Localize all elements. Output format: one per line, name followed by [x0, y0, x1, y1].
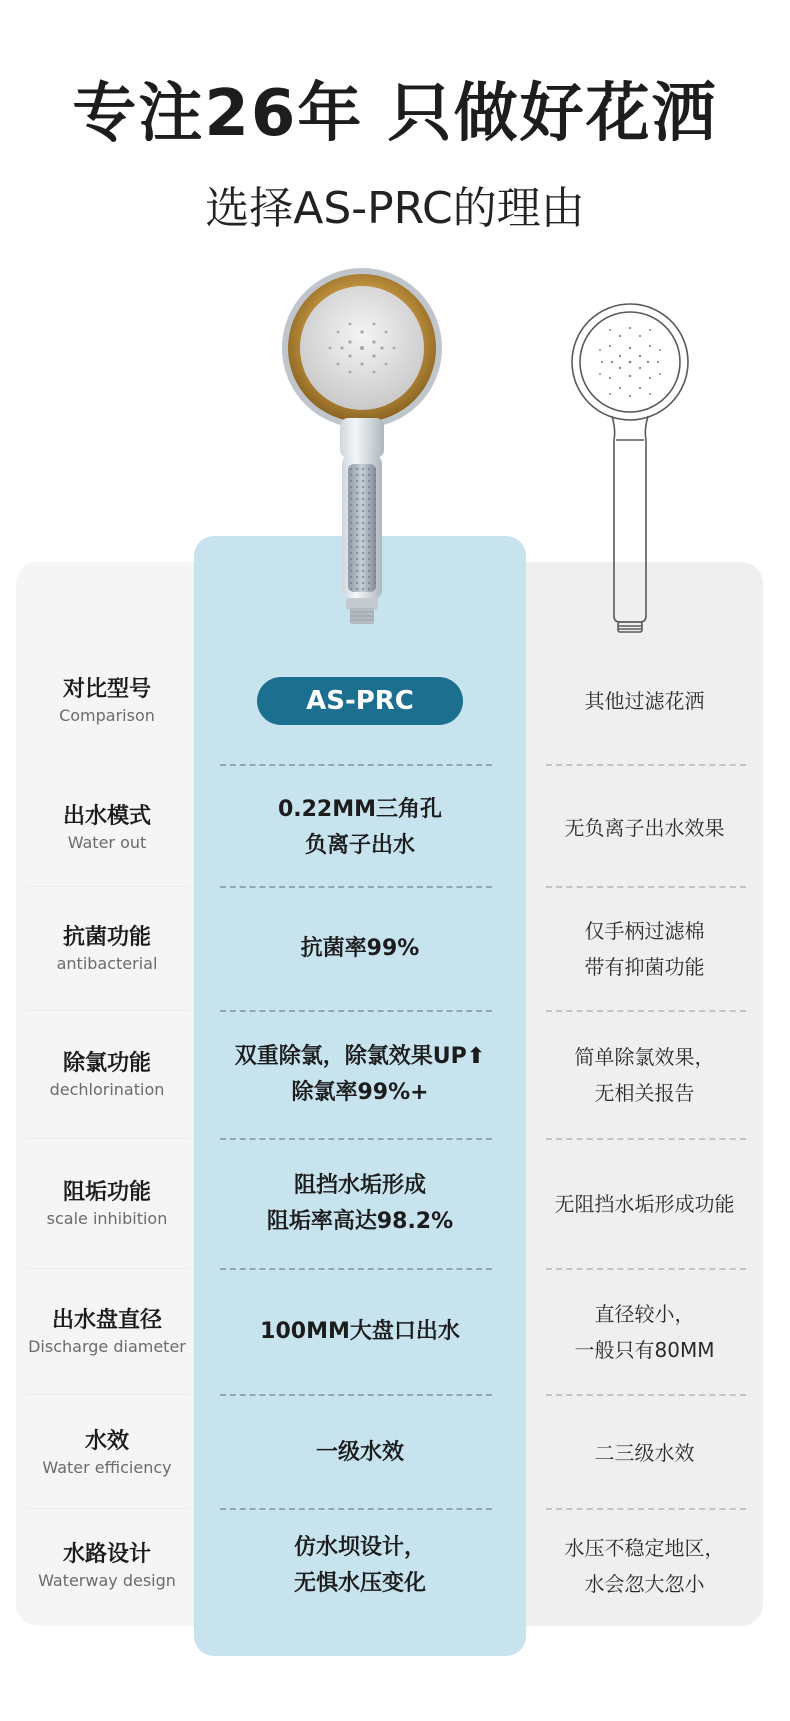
other-cell [526, 1012, 763, 1138]
other-text: 二三级水效 [594, 1441, 695, 1465]
featured-text: 无惧水压变化 [293, 1571, 426, 1596]
page-subtitle: 选择AS-PRC的理由 [205, 183, 585, 234]
separator [26, 1394, 190, 1395]
row-label [16, 1012, 198, 1138]
featured-text: 除氯率99%+ [291, 1080, 429, 1105]
featured-cell [194, 1396, 526, 1510]
other-text: 无负离子出水效果 [564, 816, 725, 840]
other-text: 水压不稳定地区， [564, 1536, 725, 1560]
row-label [16, 1140, 198, 1268]
label-en: antibacterial [56, 954, 158, 973]
label-en: Waterway design [38, 1571, 176, 1590]
label-zh: 对比型号 [62, 677, 151, 702]
row-label [16, 1510, 198, 1622]
label-en: Water out [67, 833, 147, 852]
featured-text: 0.22MM三角孔 [277, 797, 443, 822]
row-label [16, 646, 198, 756]
featured-text: 双重除氯，除氯效果UP⬆ [234, 1044, 486, 1069]
other-text: 仅手柄过滤棉 [584, 919, 705, 943]
row-dechlorination [16, 1012, 763, 1138]
separator [26, 886, 190, 887]
label-en: Water efficiency [42, 1458, 172, 1477]
row-label [16, 1270, 198, 1394]
other-text: 简单除氯效果， [574, 1045, 715, 1069]
featured-shower-head-image [276, 268, 448, 650]
featured-cell [194, 888, 526, 1010]
other-cell [526, 646, 763, 756]
other-cell [526, 1396, 763, 1510]
model-badge: AS-PRC [257, 677, 463, 725]
label-en: Discharge diameter [28, 1337, 186, 1356]
featured-text: 仿水坝设计， [293, 1535, 426, 1560]
featured-cell [194, 1012, 526, 1138]
featured-text: 抗菌率99% [300, 936, 420, 961]
other-text: 其他过滤花洒 [584, 689, 705, 713]
featured-text: 一级水效 [315, 1440, 404, 1465]
other-cell [526, 1140, 763, 1268]
label-zh: 抗菌功能 [62, 925, 151, 950]
label-zh: 水效 [84, 1429, 129, 1454]
other-text: 带有抑菌功能 [584, 955, 705, 979]
separator [220, 764, 492, 766]
label-zh: 出水模式 [62, 804, 151, 829]
other-text: 直径较小， [594, 1302, 695, 1326]
featured-cell [194, 1270, 526, 1394]
featured-cell [194, 1510, 526, 1622]
label-en: Comparison [59, 706, 155, 725]
other-cell [526, 1510, 763, 1622]
label-zh: 水路设计 [62, 1542, 151, 1567]
other-cell [526, 1270, 763, 1394]
row-water-efficiency [16, 1396, 763, 1510]
other-shower-head-image [568, 300, 692, 660]
featured-text: 100MM大盘口出水 [260, 1319, 460, 1344]
label-zh: 阻垢功能 [62, 1180, 151, 1205]
separator [26, 1138, 190, 1139]
label-zh: 除氯功能 [62, 1051, 151, 1076]
row-label [16, 1396, 198, 1510]
label-zh: 出水盘直径 [51, 1308, 162, 1333]
separator [26, 1508, 190, 1509]
row-water-out [16, 768, 763, 888]
row-waterway-design [16, 1510, 763, 1622]
featured-text: 阻垢率高达98.2% [266, 1209, 454, 1234]
label-en: scale inhibition [46, 1209, 168, 1228]
featured-cell [194, 768, 526, 888]
row-discharge-diameter [16, 1270, 763, 1394]
featured-text: 负离子出水 [304, 833, 415, 858]
featured-text: 阻挡水垢形成 [293, 1173, 426, 1198]
featured-cell [194, 646, 526, 756]
featured-cell [194, 1140, 526, 1268]
separator [26, 1268, 190, 1269]
other-text: 水会忽大忽小 [584, 1572, 705, 1596]
page-title: 专注26年 只做好花洒 [72, 77, 718, 151]
other-text: 无相关报告 [594, 1081, 695, 1105]
row-label [16, 888, 198, 1010]
other-text: 无阻挡水垢形成功能 [554, 1192, 735, 1216]
row-label [16, 768, 198, 888]
separator [26, 1010, 190, 1011]
label-en: dechlorination [49, 1080, 165, 1099]
other-text: 一般只有80MM [574, 1338, 715, 1362]
row-comparison [16, 646, 763, 756]
separator [546, 764, 746, 766]
row-scale-inhibition [16, 1140, 763, 1268]
row-antibacterial [16, 888, 763, 1010]
other-cell [526, 768, 763, 888]
other-cell [526, 888, 763, 1010]
